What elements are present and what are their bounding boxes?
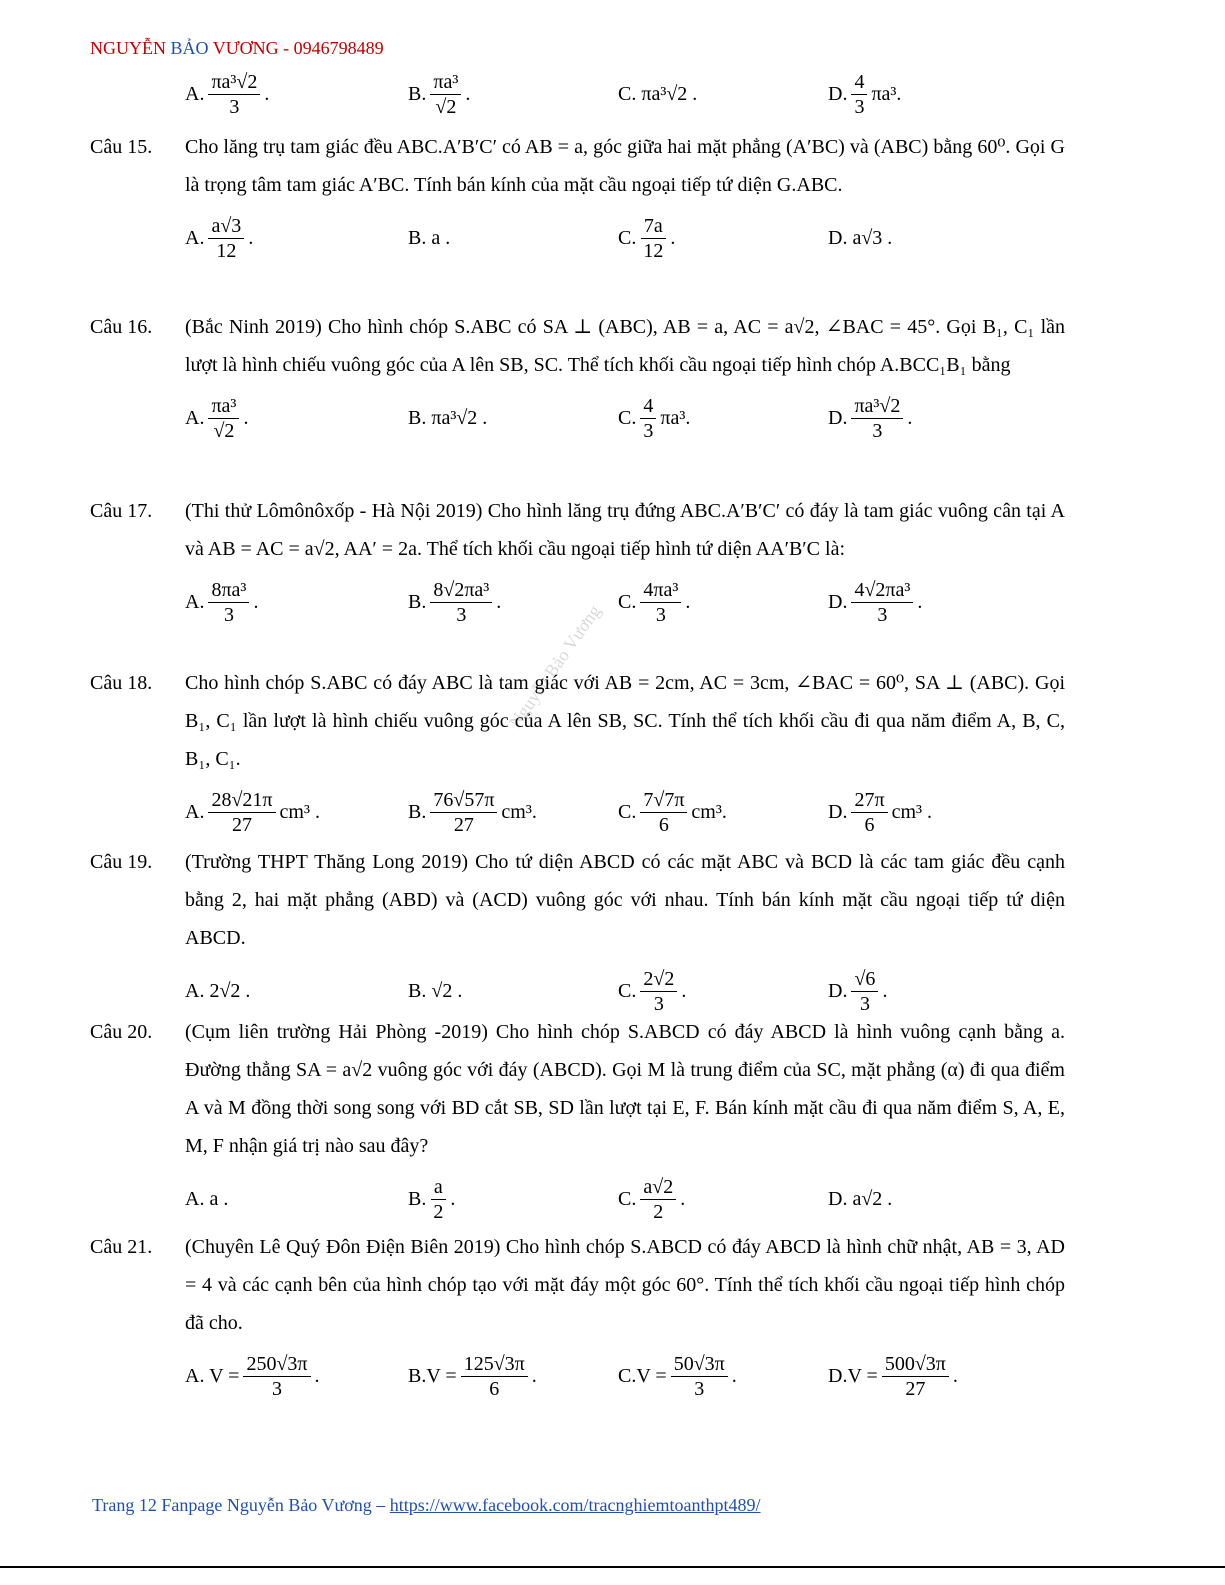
option-c: C. $\frac{a√2}{2}$ . (618, 1175, 686, 1223)
option-c: C. $\frac{2√2}{3}$ . (618, 967, 687, 1015)
option-a: A. $\frac{\text{πa³√2}}{3}$ . (185, 70, 270, 118)
bottom-divider (0, 1566, 1225, 1568)
question-19 (90, 843, 1065, 1025)
option-c: C. πa³√2 . (618, 83, 698, 105)
options-row (90, 384, 1065, 452)
question-text: Cho lăng trụ tam giác đều ABC.A′B′C′ có AB = a, góc giữa hai mặt phẳng (A′BC) và (ABC) bằng 60⁰. Gọi G là trọng tâm tam giác A′BC. Tính bán kính của mặt cầu ngoại tiếp tứ diện G.ABC. (185, 136, 1065, 196)
option-c: C. $\frac{7a}{12}$ . (618, 214, 676, 262)
option-d: D. $\frac{\text{4√2πa³}}{3}$ . (828, 578, 923, 626)
question-number: Câu 17. (90, 500, 153, 522)
option-a: A. $\frac{\text{πa³}}{√2}$ . (185, 394, 249, 442)
option-b: B.V = $\frac{125√3\pi}{6}$ . (408, 1352, 537, 1400)
options-row (90, 778, 1065, 846)
question-18 (90, 664, 1065, 846)
page-footer: Trang 12 Fanpage Nguyễn Bảo Vương ⎯ https://www.facebook.com/tracnghiemtoanthpt489/ (92, 1495, 761, 1515)
option-a: A. $\frac{28√21\pi}{27}$ cm³ . (185, 788, 320, 836)
option-d: D. $\frac{√6}{3}$ . (828, 967, 888, 1015)
option-a: A. $\frac{a√3}{12}$ . (185, 214, 254, 262)
question-20 (90, 1013, 1065, 1233)
question-21 (90, 1228, 1065, 1410)
question-16 (90, 308, 1065, 452)
option-b: B. $\frac{a}{2}$ . (408, 1175, 456, 1223)
option-d: D. $\frac{\text{πa³√2}}{3}$ . (828, 394, 913, 442)
options-row (90, 60, 1065, 128)
options-row (90, 568, 1065, 636)
option-a: A. 2√2 . (185, 980, 251, 1002)
option-a: A. $\frac{\text{8πa³}}{3}$ . (185, 578, 259, 626)
options-row (90, 204, 1065, 272)
option-a: A. a . (185, 1188, 229, 1210)
option-b: B. $\frac{\text{8√2πa³}}{3}$ . (408, 578, 502, 626)
question-text: Cho hình chóp S.ABC có đáy ABC là tam giác với AB = 2cm, AC = 3cm, ∠BAC = 60⁰, SA ⊥ (ABC). Gọi B₁, C₁ lần lượt là hình chiếu vuông góc của A lên SB, SC. Tính thể tích khối cầu đi qua năm điểm A, B, C, B₁, C₁. (185, 672, 1065, 770)
options-row (90, 1342, 1065, 1410)
option-d: D.V = $\frac{500√3\pi}{27}$ . (828, 1352, 958, 1400)
question-text: (Trường THPT Thăng Long 2019) Cho tứ diện ABCD có các mặt ABC và BCD là các tam giác đều cạnh bằng 2, hai mặt phẳng (ABD) và (ACD) vuông góc với nhau. Tính bán kính mặt cầu ngoại tiếp tứ diện ABCD. (185, 851, 1065, 949)
option-b: B. πa³√2 . (408, 407, 488, 429)
question-text: (Thi thử Lômônôxốp - Hà Nội 2019) Cho hình lăng trụ đứng ABC.A′B′C′ có đáy là tam giác vuông cân tại A và AB = AC = a√2, AA′ = 2a. Thể tích khối cầu ngoại tiếp hình tứ diện AA′B′C là: (185, 500, 1065, 560)
question-14-options (90, 60, 1065, 128)
question-17 (90, 492, 1065, 636)
option-d: D. $\frac{4}{3}$ πa³. (828, 70, 902, 118)
page-header: NGUYỄN BẢO VƯƠNG - 0946798489 (90, 38, 384, 58)
option-d: D. a√3 . (828, 227, 893, 249)
option-c: C.V = $\frac{50√3\pi}{3}$ . (618, 1352, 737, 1400)
option-d: D. a√2 . (828, 1188, 893, 1210)
option-d: D. $\frac{27\pi}{6}$ cm³ . (828, 788, 932, 836)
question-number: Câu 21. (90, 1236, 153, 1258)
options-row (90, 1165, 1065, 1233)
question-number: Câu 18. (90, 672, 153, 694)
option-b: B. a . (408, 227, 451, 249)
option-b: B. √2 . (408, 980, 463, 1002)
option-c: C. $\frac{\text{4πa³}}{3}$ . (618, 578, 691, 626)
question-number: Câu 16. (90, 316, 153, 338)
option-c: C. $\frac{4}{3}$ πa³. (618, 394, 691, 442)
question-text: (Chuyên Lê Quý Đôn Điện Biên 2019) Cho hình chóp S.ABCD có đáy ABCD là hình chữ nhật, AB = 3, AD = 4 và các cạnh bên của hình chóp tạo với mặt đáy một góc 60°. Tính thể tích khối cầu ngoại tiếp hình chóp đã cho. (185, 1236, 1065, 1334)
option-b: B. $\frac{76√57\pi}{27}$ cm³. (408, 788, 537, 836)
option-a: A. V = $\frac{250√3\pi}{3}$ . (185, 1352, 320, 1400)
option-c: C. $\frac{7√7\pi}{6}$ cm³. (618, 788, 727, 836)
question-number: Câu 20. (90, 1021, 153, 1043)
question-text: (Cụm liên trường Hải Phòng -2019) Cho hình chóp S.ABCD có đáy ABCD là hình vuông cạnh bằng a. Đường thẳng SA = a√2 vuông góc với đáy (ABCD). Gọi M là trung điểm của SC, mặt phẳng (α) đi qua điểm A và M đồng thời song song với BD cắt SB, SD lần lượt tại E, F. Bán kính mặt cầu đi qua năm điểm S, A, E, M, F nhận giá trị nào sau đây? (185, 1021, 1065, 1157)
question-text: (Bắc Ninh 2019) Cho hình chóp S.ABC có SA ⊥ (ABC), AB = a, AC = a√2, ∠BAC = 45°. Gọi B₁, C₁ lần lượt là hình chiếu vuông góc của A lên SB, SC. Thể tích khối cầu ngoại tiếp hình chóp A.BCC₁B₁ bằng (185, 316, 1065, 376)
option-b: B. $\frac{\text{πa³}}{√2}$ . (408, 70, 471, 118)
question-number: Câu 19. (90, 851, 153, 873)
question-number: Câu 15. (90, 136, 153, 158)
fanpage-link[interactable]: https://www.facebook.com/tracnghiemtoanthpt489/ (389, 1495, 761, 1515)
question-15 (90, 128, 1065, 272)
watermark: Nguyễn Bảo Vương (505, 601, 605, 732)
